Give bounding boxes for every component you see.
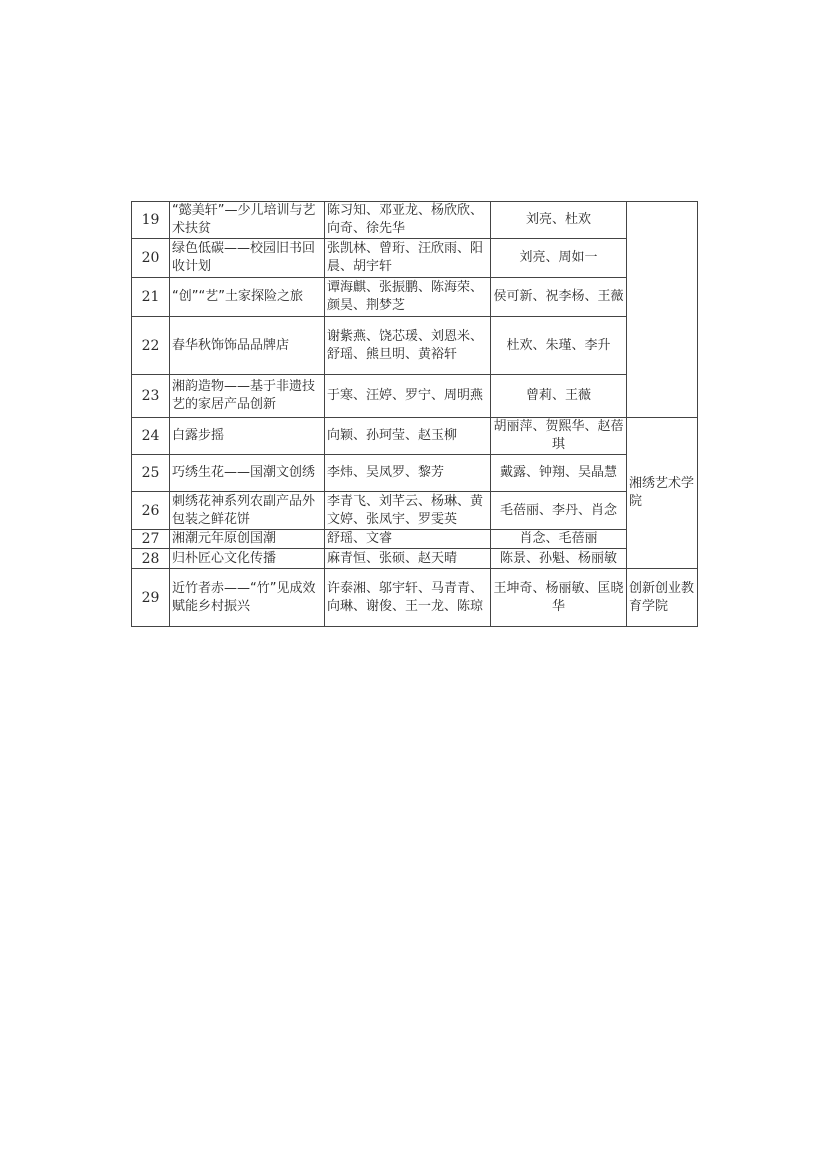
table-row	[132, 202, 698, 239]
table-row	[132, 455, 698, 492]
row-number: 21	[132, 278, 170, 317]
row-number: 26	[132, 492, 170, 530]
row-number: 28	[132, 549, 170, 569]
team-members: 于寒、汪婷、罗宁、周明燕	[325, 375, 491, 418]
project-name: 湘韵造物——基于非遗技艺的家居产品创新	[170, 375, 325, 418]
table-row	[132, 375, 698, 418]
row-number: 25	[132, 455, 170, 492]
college-cell: 湘绣艺术学院	[627, 418, 698, 569]
team-members: 谭海麒、张振鹏、陈海荣、颜昊、荆梦芝	[325, 278, 491, 317]
row-number: 22	[132, 317, 170, 375]
table-row	[132, 239, 698, 278]
team-members: 谢紫燕、饶芯瑗、刘恩米、舒瑶、熊旦明、黄裕轩	[325, 317, 491, 375]
team-members: 麻青恒、张硕、赵天晴	[325, 549, 491, 569]
row-number: 20	[132, 239, 170, 278]
advisors: 戴露、钟翔、吴晶慧	[491, 455, 627, 492]
table-row	[132, 418, 698, 455]
team-members: 张凯林、曾珩、汪欣雨、阳晨、胡宇轩	[325, 239, 491, 278]
table-row	[132, 278, 698, 317]
team-members: 许泰湘、邬宇轩、马青青、向琳、谢俊、王一龙、陈琼	[325, 569, 491, 627]
team-members: 陈习知、邓亚龙、杨欣欣、向奇、徐先华	[325, 202, 491, 239]
project-name: “懿美轩”—少儿培训与艺术扶贫	[170, 202, 325, 239]
project-name: 绿色低碳——校园旧书回收计划	[170, 239, 325, 278]
project-name: 巧绣生花——国潮文创绣	[170, 455, 325, 492]
team-members: 向颖、孙珂莹、赵玉柳	[325, 418, 491, 455]
advisors: 曾莉、王薇	[491, 375, 627, 418]
team-members: 舒瑶、文睿	[325, 530, 491, 549]
table-row	[132, 530, 698, 549]
team-members: 李青飞、刘芊云、杨琳、黄文婷、张凤宇、罗雯英	[325, 492, 491, 530]
advisors: 肖念、毛蓓丽	[491, 530, 627, 549]
project-name: 白露步摇	[170, 418, 325, 455]
advisors: 侯可新、祝李杨、王薇	[491, 278, 627, 317]
table-row	[132, 549, 698, 569]
advisors: 胡丽萍、贺熙华、赵蓓琪	[491, 418, 627, 455]
team-members: 李炜、吴凤罗、黎芳	[325, 455, 491, 492]
table-row	[132, 569, 698, 627]
row-number: 19	[132, 202, 170, 239]
college-cell	[627, 202, 698, 418]
project-table	[131, 201, 698, 627]
row-number: 27	[132, 530, 170, 549]
project-name: 近竹者赤——“竹”见成效赋能乡村振兴	[170, 569, 325, 627]
project-name: “创”“艺”土家探险之旅	[170, 278, 325, 317]
advisors: 王坤奇、杨丽敏、匡晓华	[491, 569, 627, 627]
project-name: 湘潮元年原创国潮	[170, 530, 325, 549]
row-number: 29	[132, 569, 170, 627]
project-name: 刺绣花神系列农副产品外包装之鲜花饼	[170, 492, 325, 530]
advisors: 毛蓓丽、李丹、肖念	[491, 492, 627, 530]
advisors: 刘亮、杜欢	[491, 202, 627, 239]
advisors: 陈景、孙魁、杨丽敏	[491, 549, 627, 569]
project-name: 归朴匠心文化传播	[170, 549, 325, 569]
advisors: 刘亮、周如一	[491, 239, 627, 278]
advisors: 杜欢、朱瑾、李升	[491, 317, 627, 375]
table-row	[132, 317, 698, 375]
project-name: 春华秋饰饰品品牌店	[170, 317, 325, 375]
row-number: 23	[132, 375, 170, 418]
college-cell: 创新创业教育学院	[627, 569, 698, 627]
row-number: 24	[132, 418, 170, 455]
table-row	[132, 492, 698, 530]
